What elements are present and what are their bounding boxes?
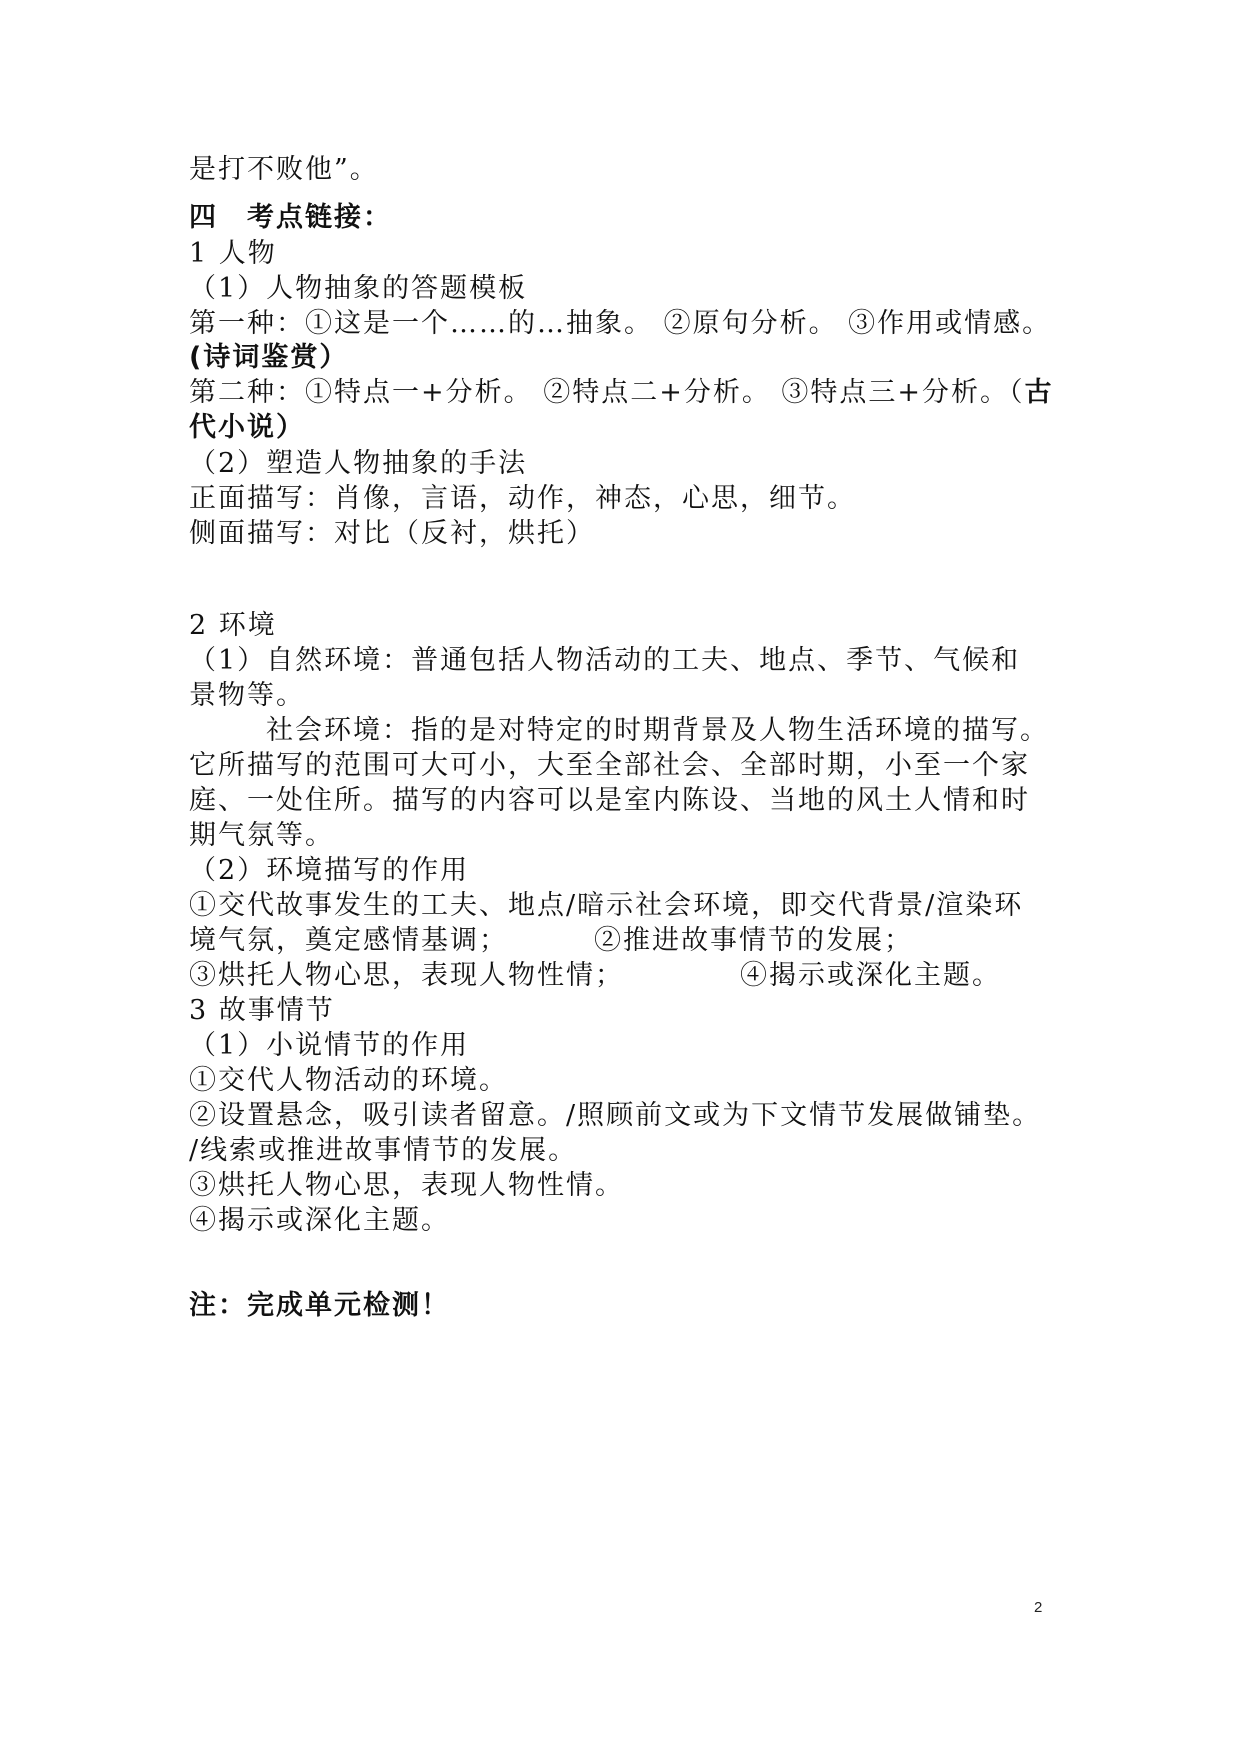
text-line: （2）塑造人物抽象的手法 [189, 448, 528, 479]
text-span: ④揭示或深化主题。 [740, 960, 1001, 991]
text-line: /线索或推进故事情节的发展。 [189, 1135, 578, 1166]
text-line [189, 375, 1054, 411]
text-line: 社会环境：指的是对特定的时期背景及人物生活环境的描写。 [266, 715, 1049, 746]
text-line: 正面描写：肖像，言语，动作，神态，心思，细节。 [189, 483, 856, 514]
section-heading: 四 考点链接： [189, 202, 392, 233]
text-line: ②设置悬念，吸引读者留意。/照顾前文或为下文情节发展做铺垫。 [189, 1100, 1042, 1131]
text-line: (诗词鉴赏） [189, 342, 349, 373]
text-span: 境气氛，奠定感情基调； [189, 925, 508, 956]
subsection-heading: 2 环境 [189, 610, 277, 641]
text-line: ①交代人物活动的环境。 [189, 1065, 508, 1096]
text-line: ③烘托人物心思，表现人物性情。 [189, 1170, 624, 1201]
subsection-heading: 3 故事情节 [189, 995, 335, 1026]
page-number: 2 [1034, 1599, 1043, 1616]
text-line: （1）小说情节的作用 [189, 1030, 470, 1061]
text-line: （1）自然环境：普通包括人物活动的工夫、地点、季节、气候和 [189, 645, 1021, 676]
text-line: 期气氛等。 [189, 820, 334, 851]
text-line [189, 958, 1001, 994]
text-line: 是打不败他”。 [189, 154, 379, 185]
text-line: （2）环境描写的作用 [189, 855, 470, 886]
text-line: ④揭示或深化主题。 [189, 1205, 450, 1236]
text-span: 第二种：①特点一+分析。 ②特点二+分析。 ③特点三+分析。（ [189, 377, 1025, 408]
text-span-bold: 古 [1024, 377, 1054, 408]
text-line: （1）人物抽象的答题模板 [189, 273, 528, 304]
subsection-heading: 1 人物 [189, 238, 277, 269]
text-line: 它所描写的范围可大可小，大至全部社会、全部时期，小至一个家 [189, 750, 1030, 781]
text-line: 代小说） [189, 412, 305, 443]
text-line: ①交代故事发生的工夫、地点/暗示社会环境，即交代背景/渲染环 [189, 890, 1024, 921]
text-line: 第一种：①这是一个……的…抽象。 ②原句分析。 ③作用或情感。 [189, 308, 1052, 339]
note-text: 注：完成单元检测！ [189, 1290, 450, 1321]
text-line [189, 923, 913, 959]
text-line: 庭、一处住所。描写的内容可以是室内陈设、当地的风土人情和时 [189, 785, 1030, 816]
text-line: 景物等。 [189, 680, 305, 711]
text-span: ②推进故事情节的发展； [594, 925, 913, 956]
text-line: 侧面描写：对比（反衬，烘托） [189, 518, 595, 549]
text-span: ③烘托人物心思，表现人物性情； [189, 960, 624, 991]
